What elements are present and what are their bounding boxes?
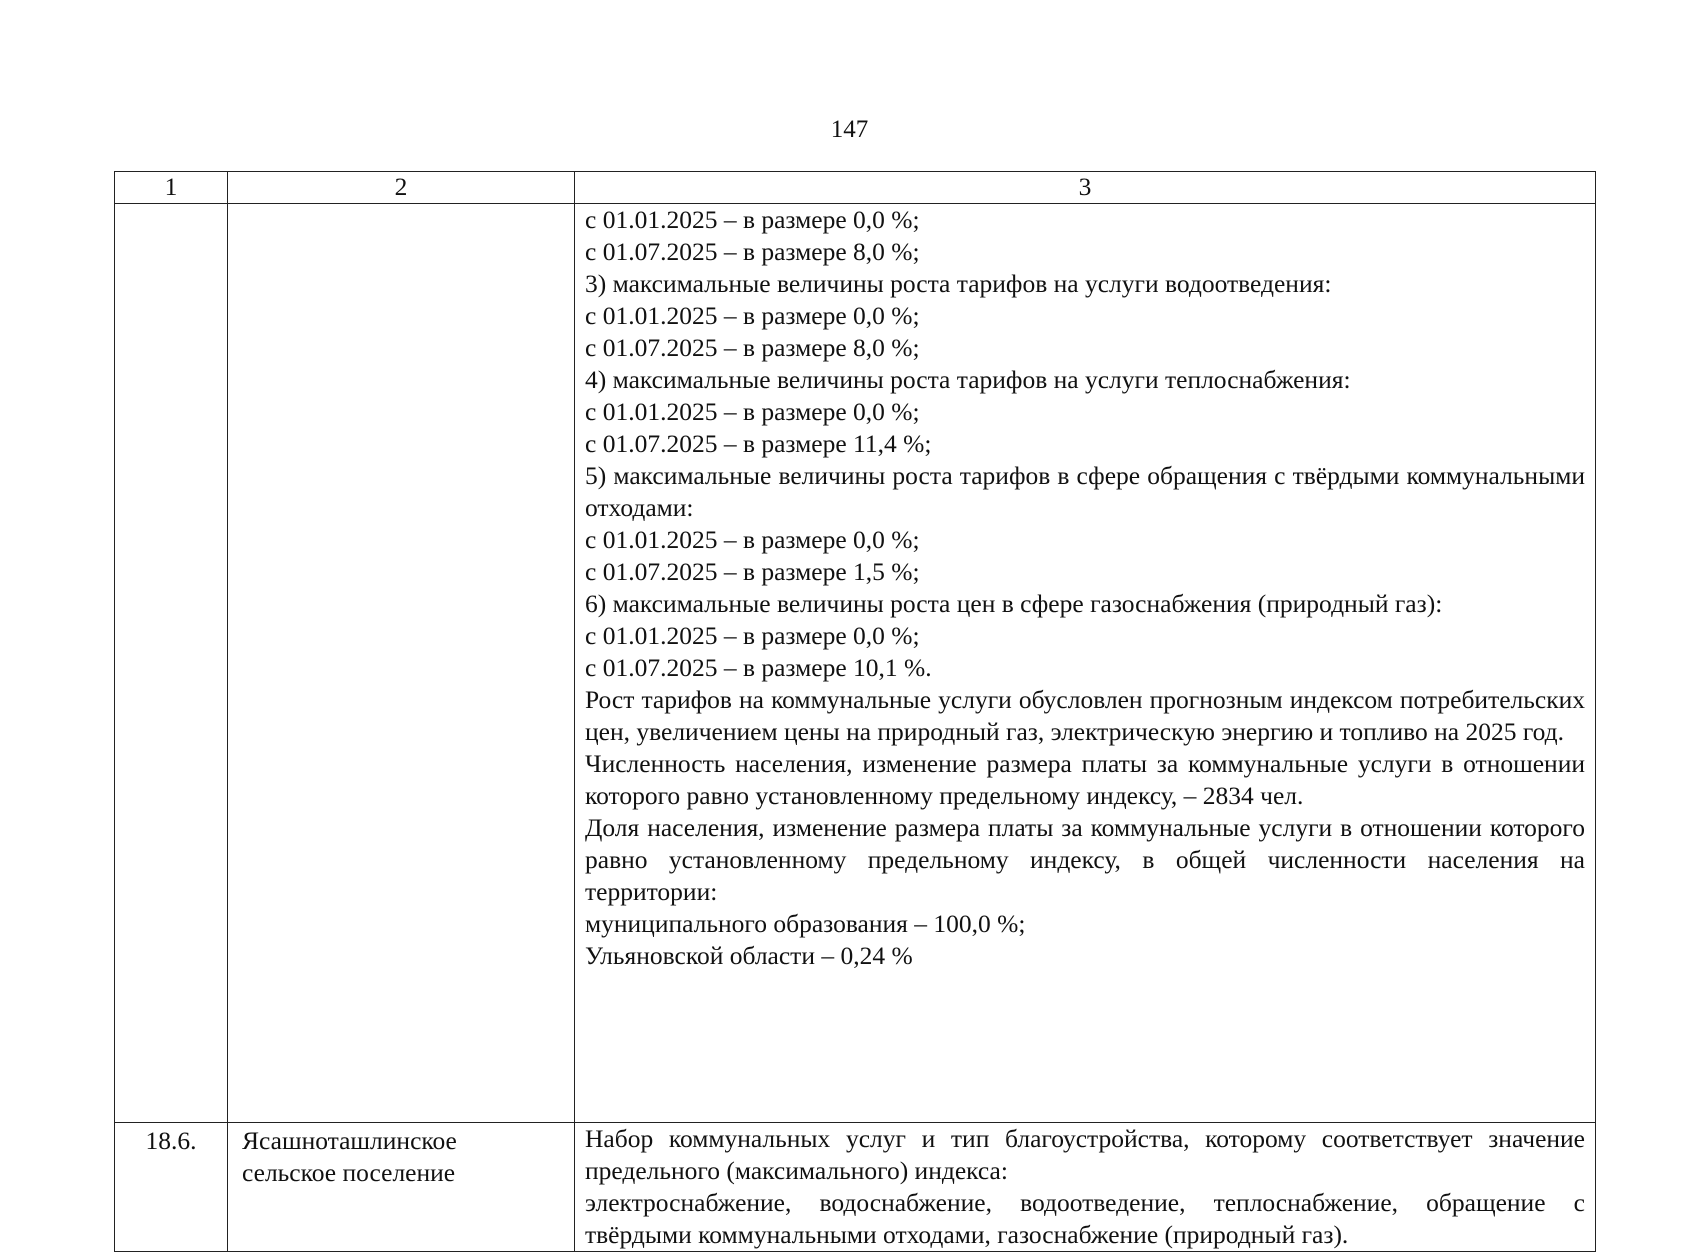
share-region-line: Ульяновской области – 0,24 %	[585, 941, 913, 970]
rate-heading: 4) максимальные величины роста тарифов на услуги теплоснабжения:	[585, 365, 1351, 394]
rate-line: с 01.01.2025 – в размере 0,0 %;	[585, 525, 920, 554]
details-cell	[575, 204, 1596, 1123]
header-col-3: 3	[575, 172, 1596, 204]
page-number: 147	[830, 116, 869, 143]
row-number-cell	[115, 204, 228, 1123]
settlement-name-cell	[228, 1123, 575, 1252]
index-table	[114, 171, 1596, 1252]
rate-line: с 01.07.2025 – в размере 8,0 %;	[585, 333, 920, 362]
services-list-paragraph: электроснабжение, водоснабжение, водоотведение, теплоснабжение, обращение с твёрдыми коммунальными отходами, газоснабжение (природный газ).	[585, 1188, 1585, 1249]
rate-line: с 01.07.2025 – в размере 8,0 %;	[585, 237, 920, 266]
rate-line: с 01.07.2025 – в размере 11,4 %;	[585, 429, 932, 458]
table-header-row	[115, 172, 1596, 204]
header-col-1: 1	[115, 172, 228, 204]
row-number-cell: 18.6.	[115, 1123, 228, 1252]
rate-heading: 3) максимальные величины роста тарифов на услуги водоотведения:	[585, 269, 1332, 298]
rate-line: с 01.01.2025 – в размере 0,0 %;	[585, 205, 920, 234]
rate-line: с 01.01.2025 – в размере 0,0 %;	[585, 621, 920, 650]
settlement-name-cell	[228, 204, 575, 1123]
growth-paragraph: Рост тарифов на коммунальные услуги обусловлен прогнозным индексом потребительских цен, увеличением цены на природный газ, электрическую энергию и топливо на 2025 год.	[585, 685, 1585, 746]
rate-line: с 01.07.2025 – в размере 10,1 %.	[585, 653, 932, 682]
share-municipal-line: муниципального образования – 100,0 %;	[585, 909, 1026, 938]
settlement-name-line: Ясашноташлинское	[242, 1126, 457, 1155]
share-paragraph: Доля населения, изменение размера платы за коммунальные услуги в отношении которого равно установленному предельному индексу, в общей численности населения на территории:	[585, 813, 1585, 906]
settlement-name-line: сельское поселение	[242, 1158, 456, 1187]
rate-line: с 01.01.2025 – в размере 0,0 %;	[585, 301, 920, 330]
details-cell	[575, 1123, 1596, 1252]
table-row	[115, 204, 1596, 1123]
rate-heading: 5) максимальные величины роста тарифов в сфере обращения с твёрдыми коммунальными отходами:	[585, 461, 1585, 522]
table-row	[115, 1123, 1596, 1252]
rate-heading: 6) максимальные величины роста цен в сфере газоснабжения (природный газ):	[585, 589, 1443, 618]
rate-line: с 01.07.2025 – в размере 1,5 %;	[585, 557, 920, 586]
rate-line: с 01.01.2025 – в размере 0,0 %;	[585, 397, 920, 426]
services-set-paragraph: Набор коммунальных услуг и тип благоустройства, которому соответствует значение предельного (максимального) индекса:	[585, 1124, 1585, 1185]
header-col-2: 2	[228, 172, 575, 204]
population-paragraph: Численность населения, изменение размера платы за коммунальные услуги в отношении которого равно установленному предельному индексу, – 2834 чел.	[585, 749, 1585, 810]
